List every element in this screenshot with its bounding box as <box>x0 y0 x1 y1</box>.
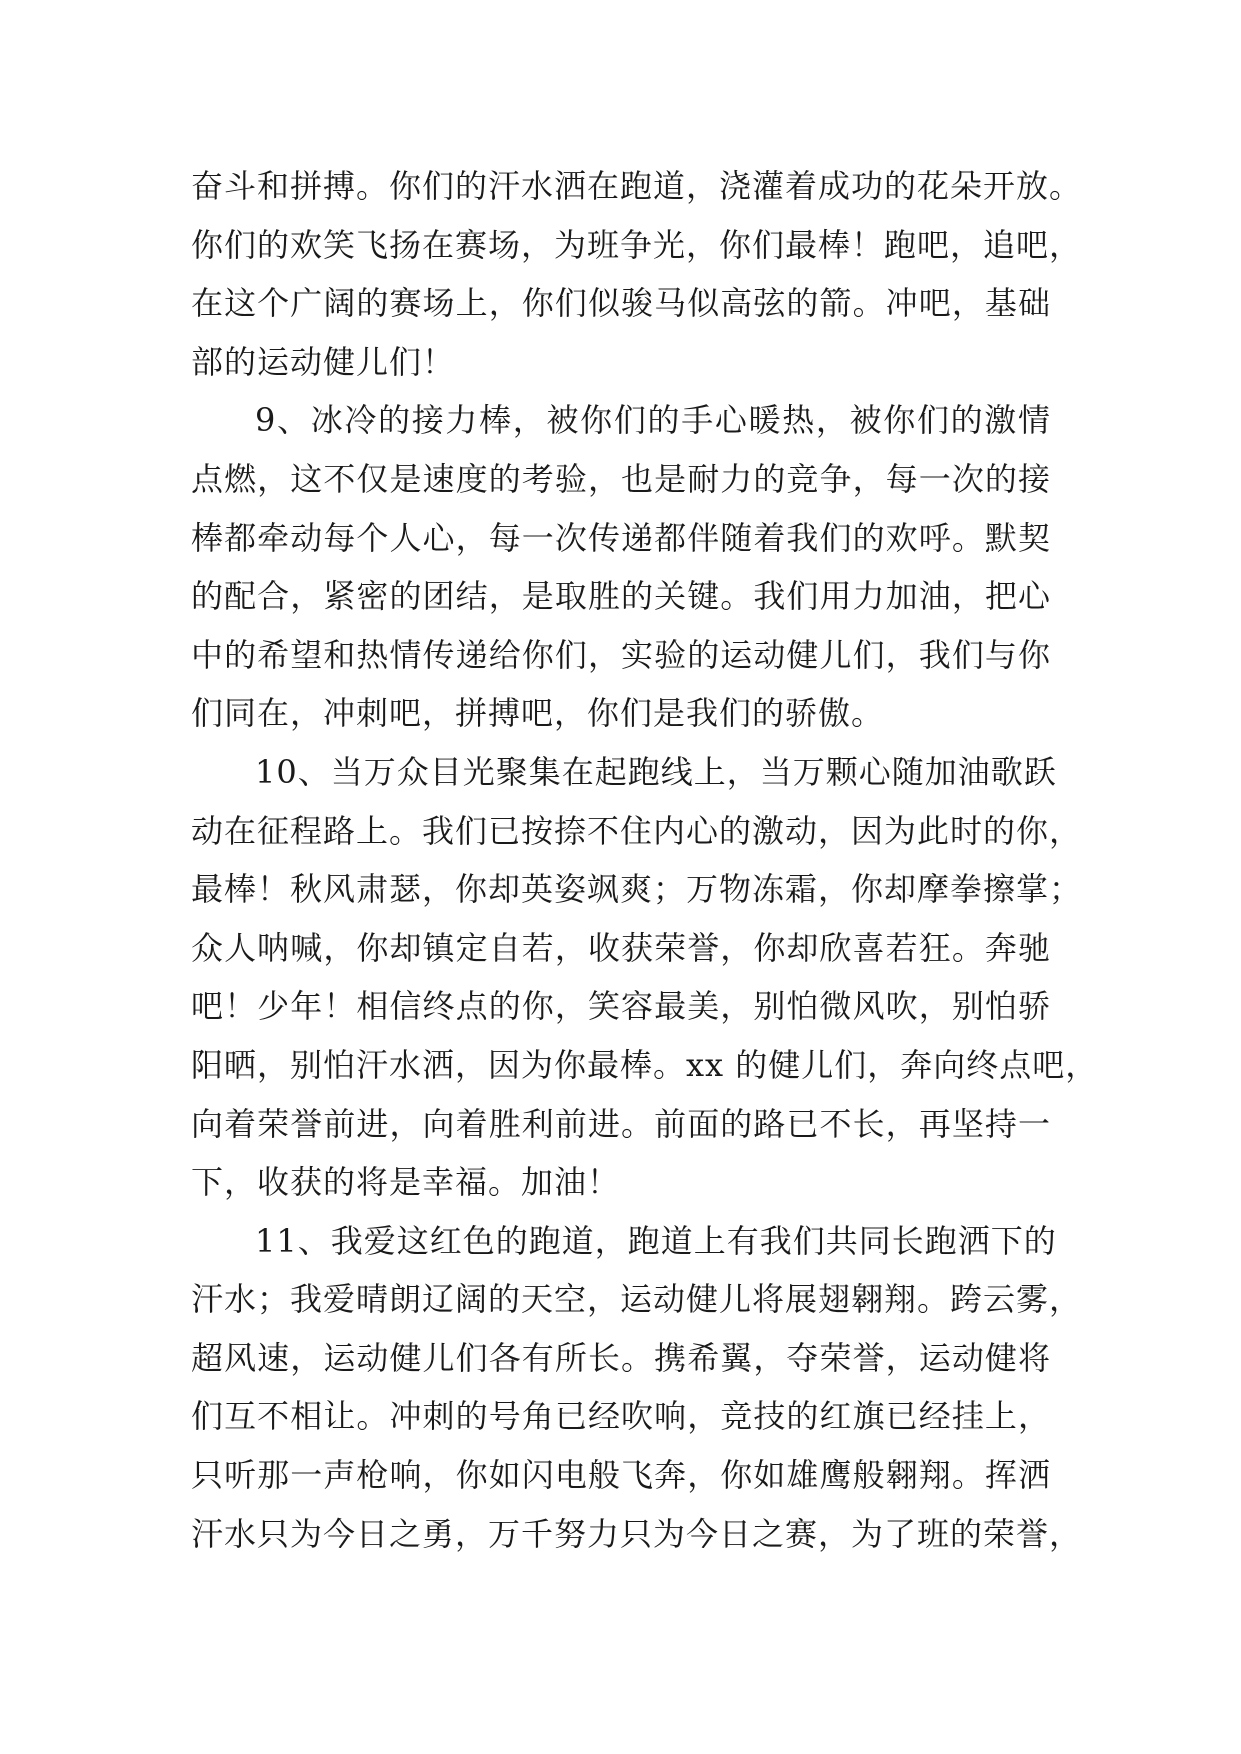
text-line: 阳晒，别怕汗水洒，因为你最棒。xx 的健儿们，奔向终点吧， <box>191 1045 1099 1084</box>
text-line: 下，收获的将是幸福。加油！ <box>191 1163 621 1202</box>
paragraph-10 <box>191 743 1099 1212</box>
text-line: 汗水只为今日之勇，万千努力只为今日之赛，为了班的荣誉， <box>191 1514 1083 1553</box>
text-line: 动在征程路上。我们已按捺不住内心的激动，因为此时的你， <box>191 811 1083 850</box>
text-line: 们互不相让。冲刺的号角已经吹响，竞技的红旗已经挂上， <box>191 1397 1051 1436</box>
text-line: 棒都牵动每个人心，每一次传递都伴随着我们的欢呼。默契 <box>191 518 1051 557</box>
text-line: 9、冰冷的接力棒，被你们的手心暖热，被你们的激情 <box>255 401 1051 440</box>
text-line: 众人呐喊，你却镇定自若，收获荣誉，你却欣喜若狂。奔驰 <box>191 928 1051 967</box>
text-line: 超风速，运动健儿们各有所长。携希翼，夺荣誉，运动健将 <box>191 1338 1051 1377</box>
text-line: 汗水；我爱晴朗辽阔的天空，运动健儿将展翅翱翔。跨云雾， <box>191 1280 1083 1319</box>
paragraph-9 <box>191 391 1051 743</box>
text-line: 的配合，紧密的团结，是取胜的关键。我们用力加油，把心 <box>191 577 1051 616</box>
text-line: 11、我爱这红色的跑道，跑道上有我们共同长跑洒下的 <box>255 1221 1057 1260</box>
paragraph-8-continued <box>191 157 1083 391</box>
text-line: 只听那一声枪响，你如闪电般飞奔，你如雄鹰般翱翔。挥洒 <box>191 1456 1051 1495</box>
text-line: 最棒！秋风肃瑟，你却英姿飒爽；万物冻霜，你却摩拳擦掌； <box>191 870 1083 909</box>
text-line: 奋斗和拼搏。你们的汗水洒在跑道，浇灌着成功的花朵开放。 <box>191 167 1083 205</box>
text-line: 们同在，冲刺吧，拼搏吧，你们是我们的骄傲。 <box>191 694 885 733</box>
text-line: 中的希望和热情传递给你们，实验的运动健儿们，我们与你 <box>191 635 1051 674</box>
text-line: 在这个广阔的赛场上，你们似骏马似高弦的箭。冲吧，基础 <box>191 284 1051 323</box>
paragraph-11 <box>191 1212 1083 1564</box>
text-line: 部的运动健儿们！ <box>191 342 456 381</box>
text-line: 10、当万众目光聚集在起跑线上，当万颗心随加油歌跃 <box>255 752 1057 791</box>
text-line: 点燃，这不仅是速度的考验，也是耐力的竞争，每一次的接 <box>191 459 1051 498</box>
text-line: 向着荣誉前进，向着胜利前进。前面的路已不长，再坚持一 <box>191 1104 1051 1143</box>
text-line: 你们的欢笑飞扬在赛场，为班争光，你们最棒！跑吧，追吧， <box>191 225 1083 264</box>
text-line: 吧！少年！相信终点的你，笑容最美，别怕微风吹，别怕骄 <box>191 987 1051 1026</box>
document-body <box>191 157 1099 1563</box>
